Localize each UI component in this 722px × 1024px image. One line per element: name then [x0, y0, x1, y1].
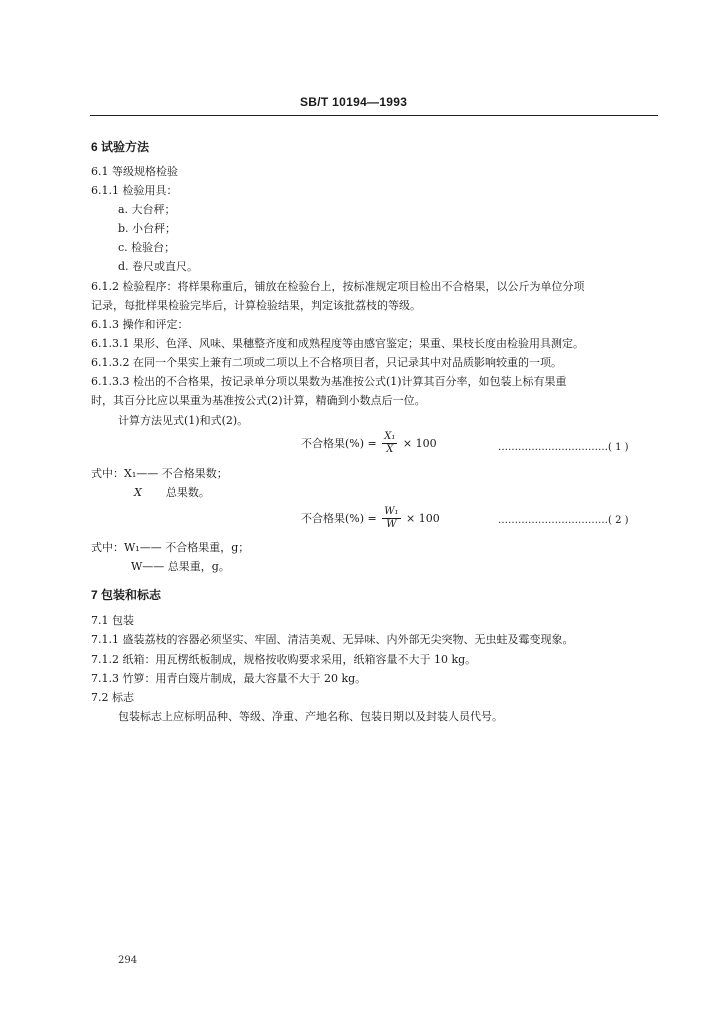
tool-item-a: a. 大台秤； — [118, 203, 176, 216]
standard-code: SB/T 10194—1993 — [300, 95, 408, 109]
formula-2-rhs: × 100 — [406, 512, 440, 525]
formula-1-denominator: X — [386, 444, 394, 455]
formula-1-rhs: × 100 — [402, 437, 437, 450]
formula-2-numerator: W₁ — [384, 506, 399, 517]
section-6-1-2-line2: 记录，每批样果检验完毕后，计算检验结果，判定该批荔枝的等级。 — [91, 299, 421, 312]
section-6-1-1: 6.1.1 检验用具： — [91, 184, 178, 197]
formula-2-dots: …………………………… — [498, 515, 608, 526]
section-7-1-1: 7.1.1 盛装荔枝的容器必须坚实、牢固、清洁美观、无异味、内外部无尖突物、无虫蛀及霉变现象。 — [91, 633, 574, 646]
section-7-1: 7.1 包装 — [91, 614, 134, 627]
formula-1-leader — [498, 443, 629, 453]
section-7-2-text: 包装标志上应标明品种、等级、净重、产地名称、包装日期以及封装人员代号。 — [118, 710, 503, 723]
formula-1-numerator: X₁ — [384, 431, 396, 442]
calc-note: 计算方法见式(1)和式(2)。 — [118, 414, 249, 427]
tool-item-d: d. 卷尺或直尺。 — [118, 260, 199, 273]
formula-2-where-1: 式中：W₁—— 不合格果重，g； — [91, 541, 250, 554]
tool-item-c: c. 检验台； — [118, 241, 176, 254]
formula-2-fraction — [382, 507, 400, 530]
section-6-1-3-3-line2: 时，其百分比应以果重为基准按公式(2)计算，精确到小数点后一位。 — [91, 394, 426, 407]
formula-2 — [301, 507, 440, 530]
formula-1-where-1: 式中：X₁—— 不合格果数； — [91, 467, 228, 480]
formula-2-where-2: W—— 总果重，g。 — [131, 560, 230, 573]
page-number: 294 — [118, 955, 138, 966]
section-7-2: 7.2 标志 — [91, 691, 134, 704]
formula-2-leader — [498, 516, 629, 526]
formula-2-denominator: W — [386, 519, 397, 530]
section-7-1-2: 7.1.2 纸箱：用瓦楞纸板制成，规格按收购要求采用，纸箱容量不大于 10 kg。 — [91, 653, 477, 666]
formula-2-lhs: 不合格果(%) = — [301, 512, 377, 525]
section-7-title: 7 包装和标志 — [91, 588, 162, 602]
formula-1-dots: …………………………… — [498, 442, 608, 453]
formula-1-lhs: 不合格果(%) = — [301, 437, 377, 450]
formula-1-label: ( 1 ) — [608, 442, 629, 453]
section-6-1-3-1: 6.1.3.1 果形、色泽、风味、果穗整齐度和成熟程度等由感官鉴定；果重、果枝长度由检验用具测定。 — [91, 337, 584, 350]
header-rule — [90, 115, 658, 116]
formula-1-where-symbol: X — [134, 486, 142, 499]
formula-1 — [301, 432, 437, 455]
section-7-1-3: 7.1.3 竹箩：用青白篾片制成，最大容量不大于 20 kg。 — [91, 672, 367, 685]
formula-1-fraction — [382, 432, 397, 455]
section-6-1-3-2: 6.1.3.2 在同一个果实上兼有二项或二项以上不合格项目者，只记录其中对品质影响较重的一项。 — [91, 356, 562, 369]
section-6-1: 6.1 等级规格检验 — [91, 165, 178, 178]
formula-2-label: ( 2 ) — [608, 515, 629, 526]
formula-1-where-2 — [134, 487, 210, 498]
tool-item-b: b. 小台秤； — [118, 222, 177, 235]
section-6-1-2-line1: 6.1.2 检验程序：将样果称重后，铺放在检验台上，按标准规定项目检出不合格果，以公斤为单位分项 — [91, 280, 585, 293]
formula-1-where-text: 总果数。 — [165, 486, 210, 499]
section-6-1-3-3-line1: 6.1.3.3 检出的不合格果，按记录单分项以果数为基准按公式(1)计算其百分率，如包装上标有果重 — [91, 375, 567, 388]
section-6-title: 6 试验方法 — [91, 140, 150, 154]
section-6-1-3: 6.1.3 操作和评定： — [91, 318, 189, 331]
